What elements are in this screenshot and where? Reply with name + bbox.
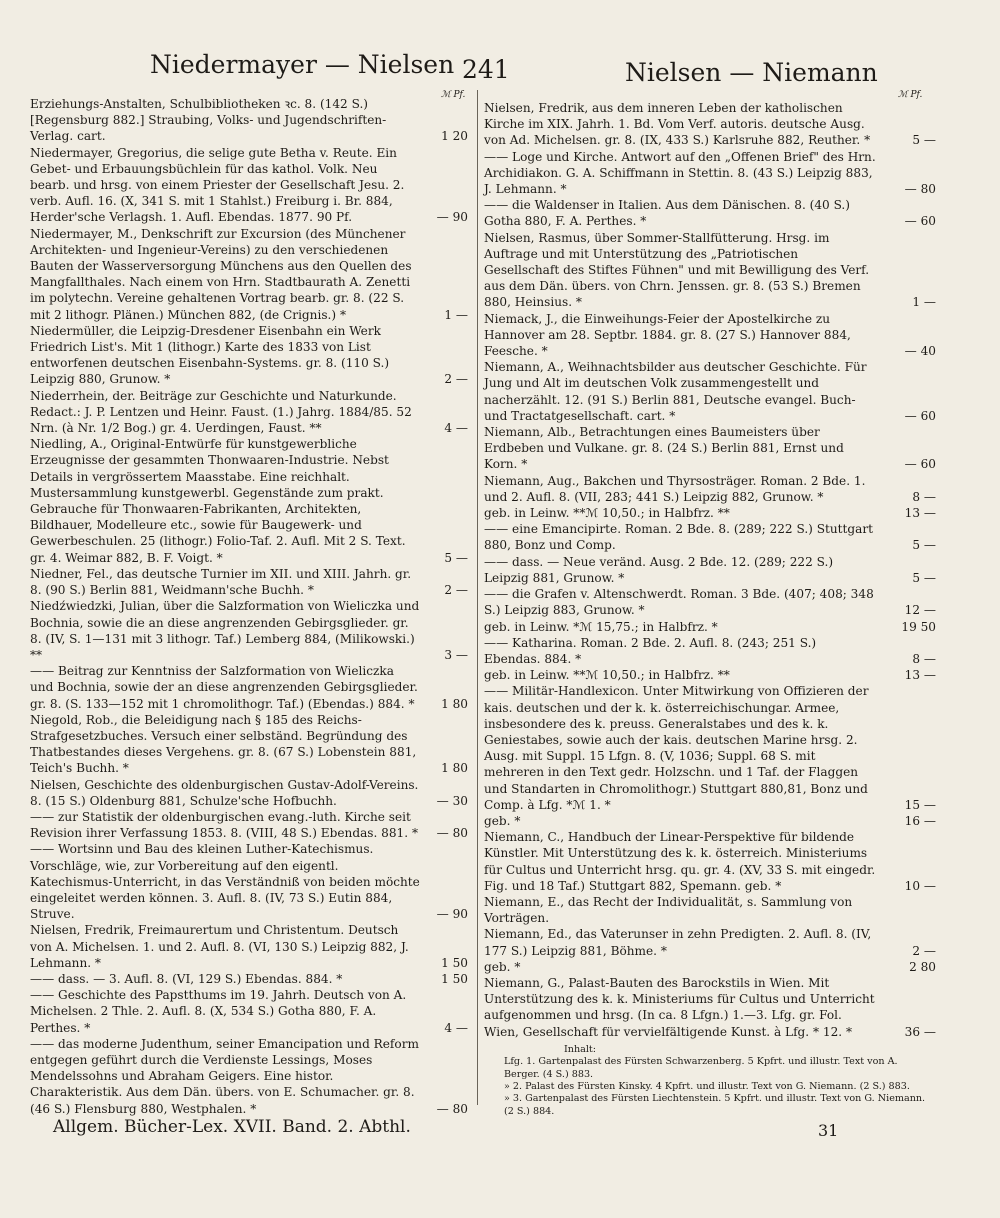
catalog-entry [30, 388, 468, 437]
entry-price: 2 — [912, 943, 936, 958]
catalog-entry [484, 813, 936, 829]
entry-price: 8 — [912, 651, 936, 666]
entry-text: Niedling, A., Original-Entwürfe für kunstgewerbliche Erzeugnisse der gesammten Thonwaaren-Industrie. Nebst Details in vergrössertem Maasstabe. Eine reichhalt. Mustersammlung kunstgewerbl. Gegenstände zum prakt. Gebrauche für Thonwaaren-Fabrikanten, Architekten, Bildhauer, Modelleure etc., sowie für Baugewerk- und Gewerbeschulen. 25 (lithogr.) Folio-Taf. 2. Aufl. Mit 2 S. Text. gr. 4. Weimar 882, B. F. Voigt. * [30, 437, 406, 565]
catalog-entry [484, 926, 936, 958]
entry-text: Niederrhein, der. Beiträge zur Geschichte und Naturkunde. Redact.: J. P. Lentzen und Heinr. Faust. (1.) Jahrg. 1884/85. 52 Nrn. (à Nr. 1/2 Bog.) gr. 4. Uerdingen, Faust. ** [30, 388, 412, 436]
catalog-entry [484, 683, 936, 813]
entry-text: —— Beitrag zur Kenntniss der Salzformation von Wieliczka und Bochnia, sowie der an diese angrenzenden Gebirgsglieder. gr. 8. (S. 133—152 mit 1 chromolithogr. Taf.) (Ebendas.) 884. * [30, 664, 418, 711]
catalog-entry [30, 663, 468, 712]
catalog-entry [484, 100, 936, 149]
entry-text: Niemann, G., Palast-Bauten des Barockstils in Wien. Mit Unterstützung des k. k. Ministeriums für Cultus und Unterricht aufgenommen und hrsg. (In ca. 8 Lfgn.) 1.—3. Lfg. gr. Fol. Wien, Gesellschaft für vervielfältigende Kunst. à Lfg. * 12. * [484, 975, 875, 1039]
catalog-entry [30, 777, 468, 809]
entry-price: 10 — [904, 878, 936, 893]
entry-price: — 90 [436, 210, 468, 225]
catalog-entry [484, 311, 936, 360]
entry-price: 5 — [912, 538, 936, 553]
entry-price: 1 80 [441, 696, 468, 711]
catalog-entry [30, 841, 468, 922]
entry-text: —— Loge und Kirche. Antwort auf den „Offenen Brief" des Hrn. Archidiakon. G. A. Schiffmann in Stettin. 8. (43 S.) Leipzig 883, J. Lehmann. * [484, 149, 876, 197]
contents-block [484, 1044, 936, 1118]
entry-text: —— zur Statistik der oldenburgischen evang.-luth. Kirche seit Revision ihrer Verfassung 1853. 8. (VIII, 48 S.) Ebendas. 881. * [30, 809, 418, 841]
catalog-entry [484, 473, 936, 505]
entry-text: Niedermayer, M., Denkschrift zur Excursion (des Münchener Architekten- und Ingenieur-Vereins) zu den verschiedenen Bauten der Wasserversorgung Münchens aus den Quellen des Mangfallthales. Nach einem von Hrn. Stadtbaurath A. Zenetti im polytechn. Vereine gehaltenen Vortrag bearb. gr. 8. (22 S. mit 2 lithogr. Plänen.) München 882, (de Crignis.) * [30, 226, 412, 322]
entry-price: 5 — [912, 570, 936, 585]
catalog-entry [484, 424, 936, 473]
entry-price: — 60 [904, 408, 936, 423]
entry-text: —— Wortsinn und Bau des kleinen Luther-Katechismus. Vorschläge, wie, zur Vorbereitung auf den eigentl. Katechismus-Unterricht, in das Verständniß von beiden möchte eingeleitet werden können. 3. Aufl. 8. (IV, 73 S.) Eutin 884, Struve. [30, 842, 420, 922]
catalog-entry [30, 145, 468, 226]
entry-text: geb. * [484, 959, 521, 974]
catalog-entry [30, 971, 468, 987]
entry-price: 1 80 [441, 761, 468, 776]
catalog-entry [484, 359, 936, 424]
catalog-entry [30, 96, 468, 145]
catalog-entry [484, 149, 936, 198]
entry-price: 5 — [912, 133, 936, 148]
entry-text: Niedermayer, Gregorius, die selige gute Betha v. Reute. Ein Gebet- und Erbauungsbüchlein für das kathol. Volk. Neu bearb. und hrsg. von einem Priester der Gesellschaft Jesu. 2. verb. Aufl. 16. (X, 341 S. mit 1 Stahlst.) Freiburg i. Br. 884, Herder'sche Verlagsh. 1. Aufl. Ebendas. 1877. 90 Pf. [30, 145, 405, 225]
entry-text: Niedźwiedzki, Julian, über die Salzformation von Wieliczka und Bochnia, sowie die an diese angrenzenden Gebirgsglieder. gr. 8. (IV, S. 1—131 mit 3 lithogr. Taf.) Lemberg 884, (Milikowski.) ** [30, 599, 420, 662]
catalog-entry [30, 226, 468, 323]
catalog-entry [484, 667, 936, 683]
right-entries [484, 100, 936, 1040]
entry-price: 12 — [904, 603, 936, 618]
catalog-entry [30, 987, 468, 1036]
entry-price: 1 50 [441, 971, 468, 986]
catalog-entry [484, 975, 936, 1040]
entry-text: —— die Grafen v. Altenschwerdt. Roman. 3 Bde. (407; 408; 348 S.) Leipzig 883, Grunow. * [484, 587, 874, 618]
entry-price: 2 80 [909, 959, 936, 974]
catalog-entry [30, 922, 468, 971]
catalog-entry [484, 959, 936, 975]
entry-text: —— Militär-Handlexicon. Unter Mitwirkung von Offizieren der kais. deutschen und der k. k. österreichischungar. Armee, insbesondere des k. preuss. Generalstabes und des k. k. Geniestabes, sowie auch der kais. deutschen Marine hrsg. 2. Ausg. mit Suppl. 15 Lfgn. 8. (V, 1036; Suppl. 68 S. mit mehreren in den Text gedr. Holzschn. und 1 Taf. der Flaggen und Standarten in Chromolithogr.) Stuttgart 880,81, Bonz und Comp. à Lfg. *ℳ 1. * [484, 684, 869, 812]
catalog-entry [484, 894, 936, 926]
entry-price: 4 — [444, 421, 468, 436]
entry-text: —— Katharina. Roman. 2 Bde. 2. Aufl. 8. (243; 251 S.) Ebendas. 884. * [484, 635, 817, 666]
entry-text: Nielsen, Geschichte des oldenburgischen Gustav-Adolf-Vereins. 8. (15 S.) Oldenburg 881, Schulze'sche Hofbuchh. [30, 777, 419, 808]
entry-text: Niemann, Ed., das Vaterunser in zehn Predigten. 2. Aufl. 8. (IV, 177 S.) Leipzig 881, Böhme. * [484, 927, 872, 958]
header-left-title: Niedermayer — Nielsen [150, 50, 455, 79]
catalog-entry [484, 635, 936, 667]
entry-text: —— dass. — 3. Aufl. 8. (VI, 129 S.) Ebendas. 884. * [30, 971, 343, 986]
entry-text: Niedner, Fel., das deutsche Turnier im XII. und XIII. Jahrh. gr. 8. (90 S.) Berlin 881, Weidmann'sche Buchh. * [30, 566, 412, 598]
entry-price: 3 — [444, 647, 468, 662]
entry-text: Niemann, Aug., Bakchen und Thyrsosträger. Roman. 2 Bde. 1. und 2. Aufl. 8. (VII, 283; 441 S.) Leipzig 882, Grunow. * [484, 473, 866, 504]
entry-price: 2 — [444, 372, 468, 387]
footer-signature: Allgem. Bücher-Lex. XVII. Band. 2. Abthl. [53, 1117, 411, 1137]
entry-price: — 80 [904, 182, 936, 197]
entry-text: —— die Waldenser in Italien. Aus dem Dänischen. 8. (40 S.) Gotha 880, F. A. Perthes. * [484, 198, 850, 229]
catalog-entry [30, 323, 468, 388]
entry-text: Niegold, Rob., die Beleidigung nach § 185 des Reichs-Strafgesetzbuches. Versuch einer selbständ. Begründung des Thatbestandes dieses Vergehens. gr. 8. (67 S.) Lobenstein 881, Teich's Buchh. * [30, 712, 417, 776]
catalog-entry [30, 598, 468, 663]
entry-text: geb. in Leinw. **ℳ 10,50.; in Halbfrz. ** [484, 668, 730, 683]
entry-text: Niemann, E., das Recht der Individualität, s. Sammlung von Vorträgen. [484, 894, 853, 926]
entry-price: — 30 [436, 793, 468, 808]
entry-price: — 80 [436, 826, 468, 841]
price-column-heading-right: ℳ Pf. [898, 90, 923, 100]
entry-price: 15 — [904, 797, 936, 812]
entry-text: Niedermüller, die Leipzig-Dresdener Eisenbahn ein Werk Friedrich List's. Mit 1 (lithogr.) Karte des 1833 von List entworfenen deutschen Eisenbahn-Systems. gr. 8. (110 S.) Leipzig 880, Grunow. * [30, 323, 390, 387]
entry-text: Nielsen, Fredrik, aus dem inneren Leben der katholischen Kirche im XIX. Jahrh. 1. Bd. Vom Verf. autoris. deutsche Ausg. von Ad. Michelsen. gr. 8. (IX, 433 S.) Karlsruhe 882, Reuther. * [484, 101, 871, 148]
entry-text: —— das moderne Judenthum, seiner Emancipation und Reform entgegen geführt durch die Verdienste Lessings, Moses Mendelssohns und Abraham Geigers. Eine histor. Charakteristik. Aus dem Dän. übers. von E. Schumacher. gr. 8. (46 S.) Flensburg 880, Westphalen. * [30, 1036, 419, 1116]
catalog-entry [484, 505, 936, 521]
contents-heading: Inhalt: [564, 1043, 597, 1055]
entry-text: Niemack, J., die Einweihungs-Feier der Apostelkirche zu Hannover am 28. Septbr. 1884. gr. 8. (27 S.) Hannover 884, Feesche. * [484, 311, 851, 359]
entry-text: Niemann, C., Handbuch der Linear-Perspektive für bildende Künstler. Mit Unterstützung des k. k. österreich. Ministeriums für Cultus und Unterricht hrsg. qu. gr. 4. (XV, 33 S. mit eingedr. Fig. und 18 Taf.) Stuttgart 882, Spemann. geb. * [484, 830, 876, 893]
catalog-entry [484, 829, 936, 894]
contents-item: Lfg. 1. Gartenpalast des Fürsten Schwarzenberg. 5 Kpfrt. und illustr. Text von A. Berger. (4 S.) 883. [504, 1056, 898, 1080]
entry-price: — 40 [904, 344, 936, 359]
entry-text: geb. in Leinw. **ℳ 10,50.; in Halbfrz. ** [484, 506, 730, 521]
entry-text: —— dass. — Neue veränd. Ausg. 2 Bde. 12. (289; 222 S.) Leipzig 881, Grunow. * [484, 554, 834, 585]
entry-price: 4 — [444, 1020, 468, 1035]
entry-text: Niemann, A., Weihnachtsbilder aus deutscher Geschichte. Für Jung und Alt im deutschen Volk zusammengestellt und nacherzählt. 12. (91 S.) Berlin 881, Deutsche evangel. Buch- und Tractatgesellschaft. cart. * [484, 360, 867, 423]
catalog-entry [484, 586, 936, 618]
entry-price: 1 — [912, 295, 936, 310]
entry-text: geb. * [484, 813, 521, 828]
entry-price: 13 — [904, 506, 936, 521]
catalog-entry [484, 230, 936, 311]
page-number: 241 [462, 55, 510, 84]
header-right-title: Nielsen — Niemann [625, 58, 878, 87]
catalog-entry [484, 521, 936, 553]
entry-text: —— eine Emancipirte. Roman. 2 Bde. 8. (289; 222 S.) Stuttgart 880, Bonz und Comp. [484, 522, 873, 553]
footer-sheet-number: 31 [818, 1121, 839, 1140]
catalog-entry [30, 436, 468, 566]
entry-text: Nielsen, Rasmus, über Sommer-Stallfütterung. Hrsg. im Auftrage und mit Unterstützung des „Patriotischen Gesellschaft des Stiftes Fühnen" und mit Bewilligung des Verf. aus dem Dän. übers. von Chrn. Jenssen. gr. 8. (53 S.) Bremen 880, Heinsius. * [484, 230, 870, 310]
entry-text: Nielsen, Fredrik, Freimaurertum und Christentum. Deutsch von A. Michelsen. 1. und 2. Aufl. 8. (VI, 130 S.) Leipzig 882, J. Lehmann. * [30, 923, 409, 970]
contents-item: » 3. Gartenpalast des Fürsten Liechtenstein. 5 Kpfrt. und illustr. Text von G. Niemann. (2 S.) 884. [504, 1093, 926, 1117]
left-column [30, 96, 468, 1117]
entry-price: 36 — [904, 1024, 936, 1039]
catalog-entry [30, 566, 468, 598]
entry-price: 5 — [444, 550, 468, 565]
entry-price: 1 20 [441, 129, 468, 144]
column-divider [477, 90, 478, 1105]
entry-price: — 80 [436, 1101, 468, 1116]
entry-price: 13 — [904, 668, 936, 683]
right-column [484, 100, 936, 1118]
catalog-entry [30, 712, 468, 777]
catalog-entry [484, 554, 936, 586]
entry-price: 1 — [444, 307, 468, 322]
entry-text: —— Geschichte des Papstthums im 19. Jahrh. Deutsch von A. Michelsen. 2 Thle. 2. Aufl. 8. (X, 534 S.) Gotha 880, F. A. Perthes. * [30, 988, 407, 1035]
entry-text: geb. in Leinw. *ℳ 15,75.; in Halbfrz. * [484, 619, 718, 634]
entry-price: 8 — [912, 489, 936, 504]
contents-items [504, 1056, 936, 1118]
entry-price: 19 50 [901, 619, 936, 634]
entry-price: 1 50 [441, 955, 468, 970]
catalog-entry [30, 1036, 468, 1117]
entry-price: 2 — [444, 583, 468, 598]
entry-price: 16 — [904, 813, 936, 828]
entry-text: Niemann, Alb., Betrachtungen eines Baumeisters über Erdbeben und Vulkane. gr. 8. (24 S.) Berlin 881, Ernst und Korn. * [484, 425, 844, 472]
entry-price: — 60 [904, 457, 936, 472]
entry-text: Erziehungs-Anstalten, Schulbibliotheken ꝛc. 8. (142 S.) [Regensburg 882.] Straubing, Volks- und Jugendschriften-Verlag. cart. [30, 97, 387, 144]
contents-item: » 2. Palast des Fürsten Kinsky. 4 Kpfrt. und illustr. Text von G. Niemann. (2 S.) 883. [504, 1081, 910, 1092]
entry-price: — 90 [436, 907, 468, 922]
catalog-entry [484, 197, 936, 229]
entry-price: — 60 [904, 214, 936, 229]
price-column-heading-left: ℳ Pf. [441, 90, 466, 100]
catalog-entry [30, 809, 468, 841]
catalog-entry [484, 619, 936, 635]
